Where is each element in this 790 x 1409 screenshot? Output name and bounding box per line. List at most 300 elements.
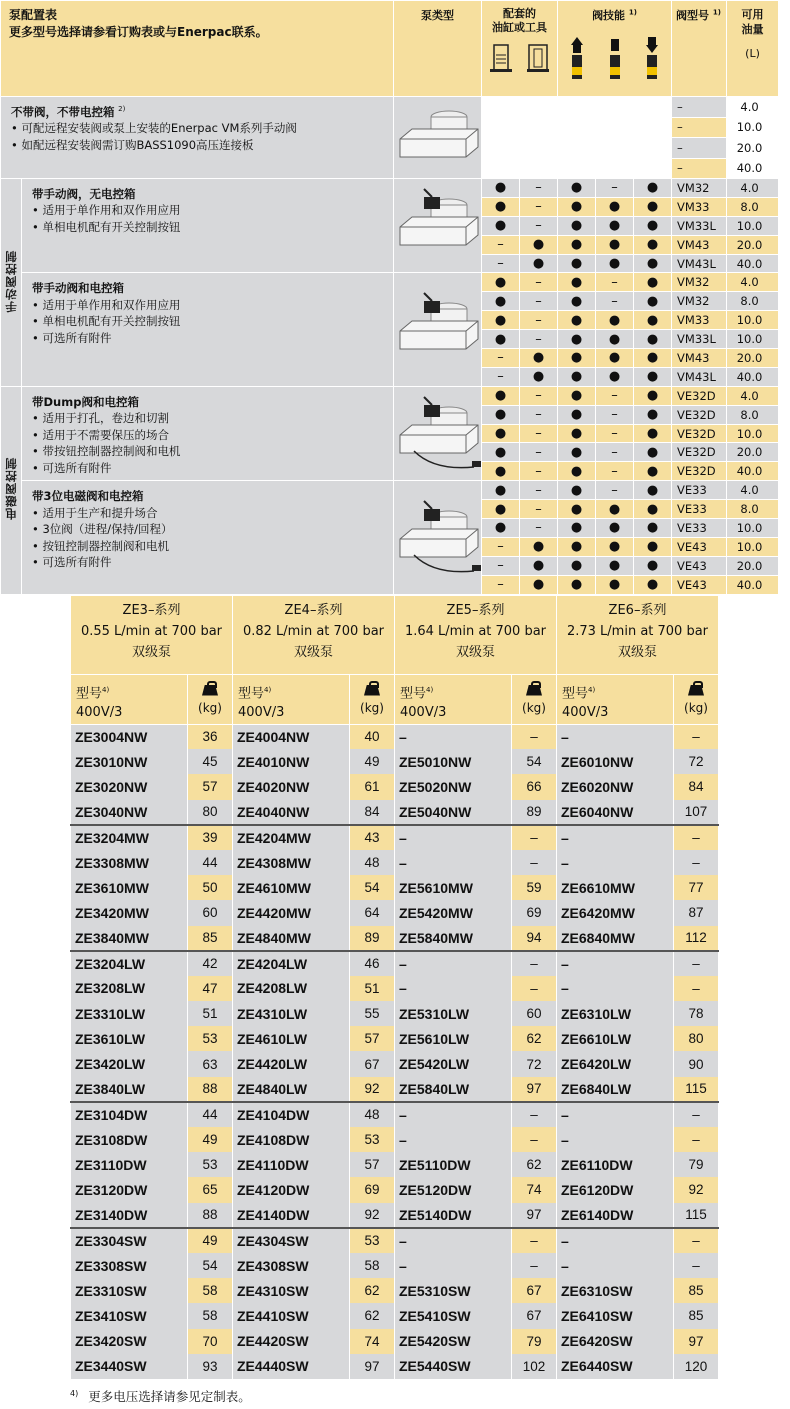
option-cell: ● <box>558 349 596 368</box>
weight-cell: 66 <box>512 774 557 799</box>
valve-model-cell: VM32 <box>672 179 727 198</box>
option-cell: ● <box>634 235 672 254</box>
weight-cell: – <box>674 951 719 976</box>
oil-capacity-cell: 10.0 <box>727 519 779 538</box>
option-cell: ● <box>520 537 558 556</box>
model-cell: ZE6040NW <box>557 800 674 825</box>
weight-cell: 55 <box>350 1001 395 1026</box>
weight-cell: – <box>674 1253 719 1278</box>
weight-cell: 69 <box>512 900 557 925</box>
option-cell: – <box>482 575 520 594</box>
model-row <box>71 1152 719 1177</box>
weight-cell: 89 <box>512 800 557 825</box>
model-cell: ZE3420MW <box>71 900 188 925</box>
model-row <box>71 875 719 900</box>
option-cell: ● <box>558 235 596 254</box>
weight-cell: 70 <box>188 1329 233 1354</box>
option-cell <box>596 158 634 179</box>
weight-cell: 50 <box>188 875 233 900</box>
oil-capacity-cell: 40.0 <box>727 367 779 386</box>
option-cell: ● <box>596 197 634 216</box>
model-row <box>71 850 719 875</box>
valve-model-cell: VE33 <box>672 500 727 519</box>
model-row <box>71 1026 719 1051</box>
model-cell: – <box>557 1127 674 1152</box>
model-cell: ZE6310LW <box>557 1001 674 1026</box>
valve-model-cell: VE32D <box>672 424 727 443</box>
model-cell: – <box>395 976 512 1001</box>
model-cell: – <box>557 951 674 976</box>
weight-cell: 63 <box>188 1051 233 1076</box>
option-cell: ● <box>634 424 672 443</box>
option-cell: ● <box>558 537 596 556</box>
model-cell: – <box>557 1253 674 1278</box>
series-header: ZE3–系列 0.55 L/min at 700 bar 双级泵 <box>71 596 233 674</box>
weight-cell: 92 <box>350 1203 395 1228</box>
valve-model-cell: VM33L <box>672 216 727 235</box>
model-cell: ZE3204LW <box>71 951 188 976</box>
weight-icon <box>687 681 705 696</box>
model-cell: ZE4110DW <box>233 1152 350 1177</box>
valve-model-cell: VM32 <box>672 273 727 292</box>
model-cell: ZE5840LW <box>395 1077 512 1102</box>
option-cell: ● <box>634 367 672 386</box>
model-cell: ZE3104DW <box>71 1102 188 1127</box>
model-cell: ZE6420MW <box>557 900 674 925</box>
option-cell: – <box>596 443 634 462</box>
oil-capacity-cell: 10.0 <box>727 330 779 349</box>
option-cell: – <box>520 311 558 330</box>
model-row <box>71 1228 719 1253</box>
model-cell: ZE3610LW <box>71 1026 188 1051</box>
model-cell: ZE5040NW <box>395 800 512 825</box>
oil-capacity-cell: 40.0 <box>727 254 779 273</box>
series-header: ZE6–系列 2.73 L/min at 700 bar 双级泵 <box>557 596 719 674</box>
weight-cell: – <box>512 976 557 1001</box>
weight-cell: 58 <box>188 1303 233 1328</box>
model-row <box>71 1077 719 1102</box>
option-cell: ● <box>634 292 672 311</box>
group-title: 不带阀，不带电控箱 <box>11 104 115 119</box>
valve-model-cell: VE43 <box>672 556 727 575</box>
weight-column-header: (kg) <box>188 674 233 724</box>
oil-capacity-cell: 40.0 <box>727 158 779 179</box>
weight-cell: 57 <box>350 1152 395 1177</box>
weight-cell: 97 <box>674 1329 719 1354</box>
weight-cell: 97 <box>512 1203 557 1228</box>
option-cell: ● <box>634 311 672 330</box>
model-cell: ZE5610MW <box>395 875 512 900</box>
model-cell: ZE4310LW <box>233 1001 350 1026</box>
model-cell: – <box>395 1253 512 1278</box>
model-cell: ZE4610MW <box>233 875 350 900</box>
oil-capacity-cell: 20.0 <box>727 138 779 159</box>
double-acting-cylinder-icon <box>525 43 551 73</box>
weight-cell: 88 <box>188 1203 233 1228</box>
model-cell: ZE4108DW <box>233 1127 350 1152</box>
weight-cell: 64 <box>350 900 395 925</box>
weight-cell: 89 <box>350 926 395 951</box>
option-cell: ● <box>558 519 596 538</box>
model-cell: ZE3020NW <box>71 774 188 799</box>
model-cell: – <box>395 825 512 850</box>
weight-cell: 59 <box>512 875 557 900</box>
option-cell <box>634 117 672 138</box>
config-row <box>1 481 779 500</box>
weight-cell: 120 <box>674 1354 719 1379</box>
oil-capacity-cell: 10.0 <box>727 117 779 138</box>
model-row <box>71 1127 719 1152</box>
weight-cell: 85 <box>188 926 233 951</box>
weight-cell: – <box>512 850 557 875</box>
weight-cell: 44 <box>188 850 233 875</box>
model-cell: ZE3310SW <box>71 1278 188 1303</box>
pump-image-cell <box>394 179 482 273</box>
pump-unit-image <box>394 97 482 175</box>
model-cell: ZE5010NW <box>395 749 512 774</box>
model-cell: ZE5420LW <box>395 1051 512 1076</box>
option-cell: ● <box>634 462 672 481</box>
model-cell: ZE3040NW <box>71 800 188 825</box>
pump-unit-image <box>394 497 482 575</box>
option-cell: – <box>596 386 634 405</box>
model-row <box>71 1329 719 1354</box>
model-cell: ZE3004NW <box>71 724 188 749</box>
weight-cell: 115 <box>674 1077 719 1102</box>
option-cell: ● <box>596 311 634 330</box>
model-row <box>71 800 719 825</box>
model-row <box>71 1278 719 1303</box>
model-cell: – <box>395 1228 512 1253</box>
config-row <box>1 273 779 292</box>
option-cell: ● <box>520 349 558 368</box>
option-cell: ● <box>596 330 634 349</box>
model-row <box>71 976 719 1001</box>
valve-model-cell: VM33 <box>672 197 727 216</box>
weight-cell: 54 <box>188 1253 233 1278</box>
weight-cell: 74 <box>350 1329 395 1354</box>
option-cell: ● <box>482 216 520 235</box>
hold-icon <box>605 37 625 81</box>
model-cell: ZE4308SW <box>233 1253 350 1278</box>
option-cell: – <box>520 216 558 235</box>
group-title: 带Dump阀和电控箱 <box>32 394 139 409</box>
option-cell: ● <box>596 519 634 538</box>
side-label: 手动阀控制 <box>1 179 22 387</box>
weight-cell: 58 <box>188 1278 233 1303</box>
option-cell: ● <box>482 519 520 538</box>
option-cell: ● <box>482 424 520 443</box>
option-cell: – <box>520 405 558 424</box>
weight-cell: 112 <box>674 926 719 951</box>
valve-model-cell: VE43 <box>672 537 727 556</box>
valve-model-cell: – <box>672 158 727 179</box>
weight-cell: 65 <box>188 1177 233 1202</box>
valve-model-cell: VE32D <box>672 462 727 481</box>
option-cell: ● <box>558 462 596 481</box>
weight-cell: 57 <box>350 1026 395 1051</box>
valve-model-cell: VE32D <box>672 386 727 405</box>
option-cell: – <box>596 481 634 500</box>
model-cell: – <box>395 724 512 749</box>
model-cell: ZE4410SW <box>233 1303 350 1328</box>
weight-cell: 87 <box>674 900 719 925</box>
option-cell: ● <box>558 179 596 198</box>
model-cell: ZE6440SW <box>557 1354 674 1379</box>
option-cell: ● <box>596 349 634 368</box>
model-column-header: 型号$^{4)}$ 400V/3 <box>71 674 188 724</box>
model-cell: ZE4304SW <box>233 1228 350 1253</box>
weight-cell: 53 <box>350 1228 395 1253</box>
weight-cell: 80 <box>188 800 233 825</box>
model-cell: ZE3410SW <box>71 1303 188 1328</box>
option-cell: ● <box>482 197 520 216</box>
model-cell: ZE3308SW <box>71 1253 188 1278</box>
pump-image-cell <box>394 481 482 594</box>
option-cell: – <box>520 500 558 519</box>
option-cell <box>596 97 634 118</box>
valve-function-header: 阀技能 $^{1)}$ <box>558 1 672 97</box>
option-cell: ● <box>596 254 634 273</box>
model-row <box>71 774 719 799</box>
option-cell <box>520 117 558 138</box>
valve-model-cell: – <box>672 138 727 159</box>
oil-capacity-cell: 4.0 <box>727 97 779 118</box>
group-bullet: • 适用于单作用和双作用应用 <box>32 203 181 218</box>
model-cell: ZE3420LW <box>71 1051 188 1076</box>
model-cell: ZE5310LW <box>395 1001 512 1026</box>
retract-arrow-icon <box>642 37 662 81</box>
weight-cell: 74 <box>512 1177 557 1202</box>
option-cell: – <box>596 405 634 424</box>
weight-cell: 97 <box>512 1077 557 1102</box>
model-cell: ZE4840LW <box>233 1077 350 1102</box>
option-cell: ● <box>558 216 596 235</box>
model-cell: ZE5610LW <box>395 1026 512 1051</box>
option-cell: ● <box>520 556 558 575</box>
model-row <box>71 926 719 951</box>
group-description <box>22 179 394 273</box>
weight-cell: 78 <box>674 1001 719 1026</box>
weight-cell: 62 <box>350 1303 395 1328</box>
option-cell: ● <box>558 405 596 424</box>
group-bullet: • 如配远程安装阀需订购BASS1090高压连接板 <box>11 137 254 152</box>
weight-cell: 53 <box>188 1152 233 1177</box>
option-cell: – <box>520 386 558 405</box>
model-cell: ZE5420MW <box>395 900 512 925</box>
option-cell: – <box>520 519 558 538</box>
group-bullet: • 单相电机配有开关控制按钮 <box>32 219 181 234</box>
option-cell: ● <box>634 273 672 292</box>
option-cell: – <box>520 197 558 216</box>
model-cell: ZE6020NW <box>557 774 674 799</box>
option-cell: ● <box>634 349 672 368</box>
option-cell: ● <box>634 216 672 235</box>
group-title: 带手动阀，无电控箱 <box>32 186 136 201</box>
option-cell: – <box>520 462 558 481</box>
side-label: 电磁阀控制 <box>1 386 22 594</box>
model-row <box>71 1303 719 1328</box>
config-subtitle: 更多型号选择请参看订购表或与Enerpac联系。 <box>9 25 268 39</box>
model-row <box>71 1102 719 1127</box>
weight-cell: 36 <box>188 724 233 749</box>
oil-capacity-cell: 4.0 <box>727 481 779 500</box>
weight-cell: – <box>674 1228 719 1253</box>
group-bullet: • 适用于生产和提升场合 <box>32 505 158 520</box>
option-cell: ● <box>634 330 672 349</box>
model-cell: ZE6840MW <box>557 926 674 951</box>
weight-cell: 90 <box>674 1051 719 1076</box>
model-cell: ZE4140DW <box>233 1203 350 1228</box>
model-cell: – <box>395 1102 512 1127</box>
option-cell: ● <box>482 292 520 311</box>
option-cell <box>482 117 520 138</box>
pump-image-cell <box>394 386 482 480</box>
valve-model-cell: VM43L <box>672 254 727 273</box>
group-bullet: • 可配远程安装阀或泵上安装的Enerpac VM系列手动阀 <box>11 121 297 136</box>
weight-icon <box>201 681 219 696</box>
option-cell: ● <box>482 405 520 424</box>
option-cell: ● <box>596 575 634 594</box>
weight-icon <box>525 681 543 696</box>
model-cell: ZE3110DW <box>71 1152 188 1177</box>
model-cell: ZE4440SW <box>233 1354 350 1379</box>
option-cell: ● <box>634 405 672 424</box>
weight-cell: – <box>512 724 557 749</box>
weight-cell: 60 <box>512 1001 557 1026</box>
model-cell: ZE4104DW <box>233 1102 350 1127</box>
group-description <box>22 386 394 480</box>
option-cell: – <box>596 462 634 481</box>
weight-cell: 48 <box>350 850 395 875</box>
weight-cell: 54 <box>350 875 395 900</box>
oil-capacity-cell: 10.0 <box>727 424 779 443</box>
option-cell: ● <box>482 311 520 330</box>
weight-cell: 107 <box>674 800 719 825</box>
weight-cell: 79 <box>512 1329 557 1354</box>
model-cell: ZE5840MW <box>395 926 512 951</box>
weight-cell: 60 <box>188 900 233 925</box>
option-cell: ● <box>558 443 596 462</box>
oil-capacity-cell: 40.0 <box>727 462 779 481</box>
option-cell <box>558 117 596 138</box>
weight-cell: 72 <box>512 1051 557 1076</box>
option-cell: ● <box>558 330 596 349</box>
weight-cell: 79 <box>674 1152 719 1177</box>
model-cell: ZE4204MW <box>233 825 350 850</box>
model-cell: ZE5310SW <box>395 1278 512 1303</box>
weight-cell: 45 <box>188 749 233 774</box>
option-cell: – <box>520 330 558 349</box>
config-row <box>1 97 779 118</box>
weight-cell: 84 <box>674 774 719 799</box>
weight-cell: – <box>512 1228 557 1253</box>
option-cell: ● <box>634 556 672 575</box>
valve-model-cell: VE43 <box>672 575 727 594</box>
weight-cell: 67 <box>512 1303 557 1328</box>
oil-capacity-cell: 10.0 <box>727 537 779 556</box>
weight-cell: 54 <box>512 749 557 774</box>
weight-cell: 77 <box>674 875 719 900</box>
option-cell: ● <box>596 216 634 235</box>
option-cell: ● <box>558 273 596 292</box>
model-cell: ZE6010NW <box>557 749 674 774</box>
pump-config-table <box>0 0 779 595</box>
weight-cell: 48 <box>350 1102 395 1127</box>
option-cell: ● <box>482 330 520 349</box>
option-cell: ● <box>520 254 558 273</box>
model-table <box>70 596 719 1379</box>
model-cell: ZE3010NW <box>71 749 188 774</box>
option-cell: ● <box>634 500 672 519</box>
option-cell: ● <box>482 462 520 481</box>
option-cell <box>520 97 558 118</box>
weight-cell: 49 <box>188 1127 233 1152</box>
weight-column-header: (kg) <box>674 674 719 724</box>
weight-cell: – <box>674 850 719 875</box>
model-cell: ZE5110DW <box>395 1152 512 1177</box>
model-row <box>71 825 719 850</box>
valve-model-cell: VE32D <box>672 405 727 424</box>
oil-capacity-cell: 20.0 <box>727 349 779 368</box>
model-cell: ZE3840MW <box>71 926 188 951</box>
model-cell: ZE6110DW <box>557 1152 674 1177</box>
weight-cell: 44 <box>188 1102 233 1127</box>
weight-cell: – <box>512 1253 557 1278</box>
option-cell: – <box>596 273 634 292</box>
weight-icon <box>363 681 381 696</box>
option-cell: ● <box>482 179 520 198</box>
weight-cell: 102 <box>512 1354 557 1379</box>
weight-cell: – <box>512 951 557 976</box>
model-column-header: 型号$^{4)}$ 400V/3 <box>557 674 674 724</box>
weight-cell: 62 <box>512 1152 557 1177</box>
option-cell: ● <box>634 575 672 594</box>
model-row <box>71 1177 719 1202</box>
valve-model-header: 阀型号 $^{1)}$ <box>672 1 727 97</box>
group-bullet: • 可选所有附件 <box>32 330 112 345</box>
weight-cell: 80 <box>674 1026 719 1051</box>
option-cell: ● <box>596 500 634 519</box>
model-cell: ZE5020NW <box>395 774 512 799</box>
option-cell: – <box>482 349 520 368</box>
model-cell: ZE5140DW <box>395 1203 512 1228</box>
group-bullet: • 适用于打孔，卷边和切割 <box>32 411 169 426</box>
advance-arrow-icon <box>567 37 587 81</box>
option-cell: ● <box>520 367 558 386</box>
pump-unit-image <box>394 185 482 263</box>
weight-cell: 94 <box>512 926 557 951</box>
weight-cell: 40 <box>350 724 395 749</box>
group-description: 不带阀，不带电控箱 $^{2)}$ • 可配远程安装阀或泵上安装的Enerpac VM系列手动阀 • 如配远程安装阀需订购BASS1090高压连接板 <box>1 97 394 179</box>
weight-cell: 84 <box>350 800 395 825</box>
option-cell: ● <box>634 481 672 500</box>
option-cell: ● <box>596 367 634 386</box>
pump-image-cell <box>394 97 482 179</box>
option-cell: ● <box>634 443 672 462</box>
option-cell <box>482 158 520 179</box>
option-cell: – <box>520 292 558 311</box>
model-cell: ZE6840LW <box>557 1077 674 1102</box>
model-cell: ZE4308MW <box>233 850 350 875</box>
option-cell: ● <box>482 443 520 462</box>
model-column-header: 型号$^{4)}$ 400V/3 <box>233 674 350 724</box>
option-cell: ● <box>558 424 596 443</box>
config-row <box>1 386 779 405</box>
model-cell: ZE4120DW <box>233 1177 350 1202</box>
pump-type-header: 泵类型 <box>394 1 482 97</box>
valve-model-cell: VM43 <box>672 235 727 254</box>
